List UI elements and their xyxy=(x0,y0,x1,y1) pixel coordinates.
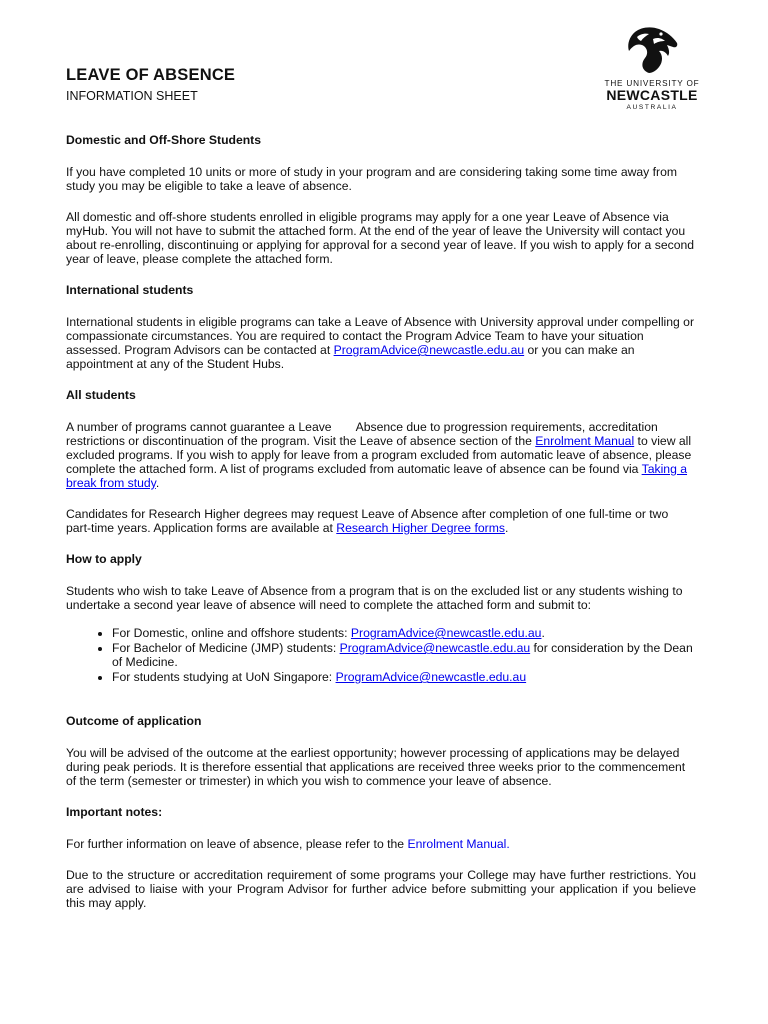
international-paragraph xyxy=(66,315,696,371)
heading-international: International students xyxy=(66,283,194,297)
heading-how-to-apply: How to apply xyxy=(66,552,142,566)
list-item xyxy=(112,670,696,684)
document-body xyxy=(66,133,696,927)
heading-important-notes: Important notes: xyxy=(66,805,163,819)
rhd-text-2: . xyxy=(504,521,509,535)
seahorse-crest-icon xyxy=(623,25,681,75)
research-higher-degree-forms-link[interactable]: Research Higher Degree forms xyxy=(336,521,505,535)
document-subtitle: INFORMATION SHEET xyxy=(66,89,198,103)
notes-paragraph-1 xyxy=(66,837,696,851)
list-item-text: For students studying at UoN Singapore: xyxy=(112,670,336,684)
submission-list xyxy=(66,626,696,684)
list-item-text: For Bachelor of Medicine (JMP) students: xyxy=(112,641,340,655)
list-item-text: . xyxy=(541,626,545,640)
enrolment-manual-link[interactable]: Enrolment Manual. xyxy=(407,837,510,851)
notes-text-1: For further information on leave of absence, please refer to the xyxy=(66,837,408,851)
international-text-2: or you can make an appointment at any of the Student Hubs. xyxy=(66,343,635,371)
list-item xyxy=(112,626,696,640)
international-text-1: International students in eligible programs can take a Leave of Absence with University approval under compelling or compassionate circumstances. You are required to contact the Program Advice Team to have your situation assessed. Program Advisors can be contacted at xyxy=(66,315,695,357)
all-text-1: A number of programs cannot guarantee a Leave xyxy=(66,420,332,434)
all-text-2: Absence due to progression requirements, accreditation restrictions or discontinuation of the program. Visit the Leave of absence section of the xyxy=(66,420,658,448)
program-advice-email-link[interactable]: ProgramAdvice@newcastle.edu.au xyxy=(350,626,542,640)
how-to-apply-paragraph: Students who wish to take Leave of Absence from a program that is on the excluded list or any students wishing to undertake a second year leave of absence will need to complete the attached form and submit to: xyxy=(66,584,683,612)
university-logo xyxy=(596,25,708,120)
heading-outcome: Outcome of application xyxy=(66,714,202,728)
all-text-4: . xyxy=(155,476,160,490)
document-title: LEAVE OF ABSENCE xyxy=(66,66,236,84)
logo-line-2: NEWCASTLE xyxy=(606,87,698,103)
list-item-text: For Domestic, online and offshore students: xyxy=(112,626,351,640)
notes-paragraph-2: Due to the structure or accreditation requirement of some programs your College may have further restrictions. You are advised to liaise with your Program Advisor for further advice before submitting your application if you believe this may apply. xyxy=(66,868,696,910)
all-text-3: to view all excluded programs. If you wish to apply for leave from a program excluded from automatic leave of absence, please complete the attached form. A list of programs excluded from automatic leave of absence can be found via xyxy=(66,434,692,476)
logo-line-1: THE UNIVERSITY OF xyxy=(604,79,700,88)
domestic-paragraph-1: If you have completed 10 units or more of study in your program and are considering taking some time away from study you may be eligible to take a leave of absence. xyxy=(66,165,678,193)
program-advice-email-link[interactable]: ProgramAdvice@newcastle.edu.au xyxy=(339,641,531,655)
outcome-paragraph: You will be advised of the outcome at the earliest opportunity; however processing of applications may be delayed during peak periods. It is therefore essential that applications are received three weeks prior to the commencement of the term (semester or trimester) in which you wish to commence your leave of absence. xyxy=(66,746,686,788)
logo-line-3: AUSTRALIA xyxy=(626,104,678,111)
list-item xyxy=(112,641,696,669)
all-students-paragraph-1 xyxy=(66,420,696,490)
all-students-paragraph-2 xyxy=(66,507,696,535)
list-item-text: for consideration by the Dean of Medicine. xyxy=(112,641,693,669)
taking-a-break-link[interactable]: Taking a break from study xyxy=(66,462,688,490)
enrolment-manual-link[interactable]: Enrolment Manual xyxy=(535,434,635,448)
program-advice-email-link[interactable]: ProgramAdvice@newcastle.edu.au xyxy=(333,343,525,357)
rhd-text-1: Candidates for Research Higher degrees may request Leave of Absence after completion of one full-time or two part-time years. Application forms are available at xyxy=(66,507,669,535)
heading-domestic: Domestic and Off-Shore Students xyxy=(66,133,262,147)
heading-all-students: All students xyxy=(66,388,136,402)
program-advice-email-link[interactable]: ProgramAdvice@newcastle.edu.au xyxy=(335,670,527,684)
domestic-paragraph-2: All domestic and off-shore students enrolled in eligible programs may apply for a one year Leave of Absence via myHub. You will not have to submit the attached form. At the end of the year of leave the University will contact you about re-enrolling, discontinuing or applying for approval for a second year of leave. If you wish to apply for a second year of leave, please complete the attached form. xyxy=(66,210,695,266)
